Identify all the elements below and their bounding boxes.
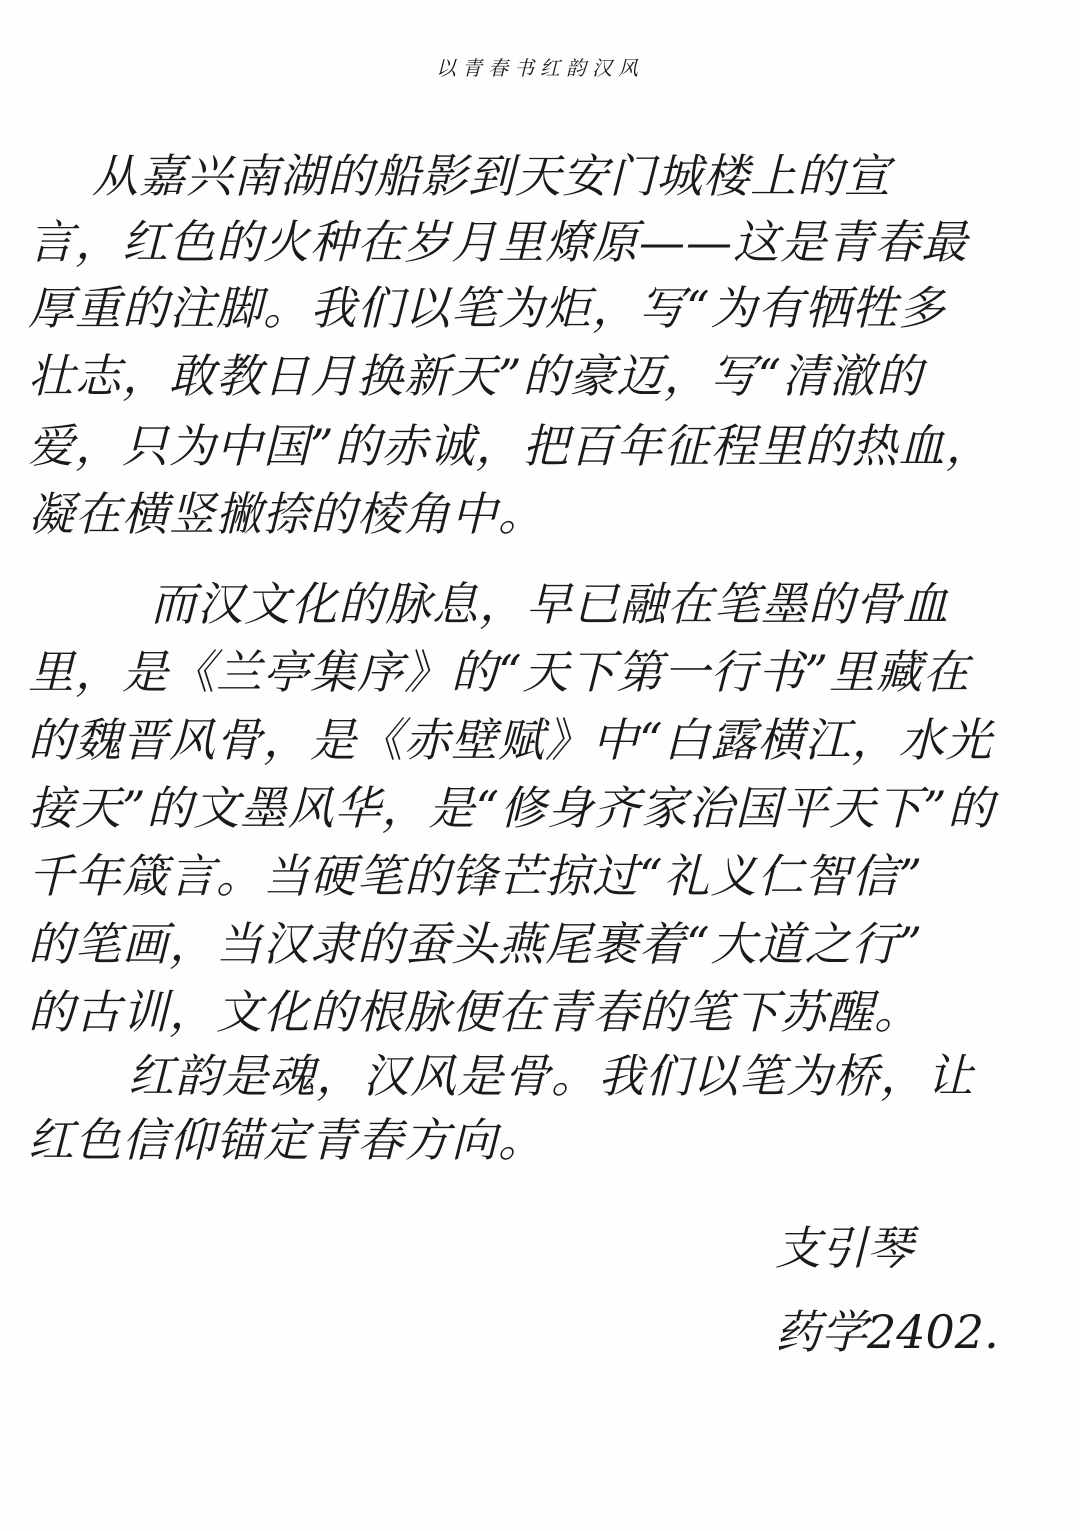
text-line: 言，红色的火种在岁月里燎原——这是青春最 (28, 215, 968, 269)
text-line: 红色信仰锚定青春方向。 (28, 1113, 545, 1167)
text-line: 千年箴言。当硬笔的锋芒掠过“礼义仁智信” (28, 849, 924, 903)
text-line: 而汉文化的脉息，早已融在笔墨的骨血 (150, 577, 949, 631)
page-title: 以青春书红韵汉风 (436, 56, 644, 80)
text-line: 红韵是魂，汉风是骨。我们以笔为桥，让 (128, 1049, 974, 1103)
text-line: 从嘉兴南湖的船影到天安门城楼上的宣 (92, 149, 891, 203)
text-line: 接天”的文墨风华，是“修身齐家治国平天下”的 (28, 781, 995, 835)
text-line: 的魏晋风骨，是《赤壁赋》中“白露横江，水光 (28, 713, 993, 767)
text-line: 爱，只为中国”的赤诚，把百年征程里的热血， (28, 419, 993, 473)
signature-class: 药学2402. (775, 1305, 999, 1359)
text-line: 厚重的注脚。我们以笔为炬，写“为有牺牲多 (28, 281, 946, 335)
text-line: 凝在横竖撇捺的棱角中。 (28, 487, 545, 541)
text-line: 里，是《兰亭集序》的“天下第一行书”里藏在 (28, 645, 971, 699)
signature-name: 支引琴 (775, 1221, 913, 1275)
text-line: 的笔画，当汉隶的蚕头燕尾裹着“大道之行” (28, 917, 924, 971)
text-line: 的古训，文化的根脉便在青春的笔下苏醒。 (28, 985, 921, 1039)
text-line: 壮志，敢教日月换新天”的豪迈，写“清澈的 (28, 349, 924, 403)
